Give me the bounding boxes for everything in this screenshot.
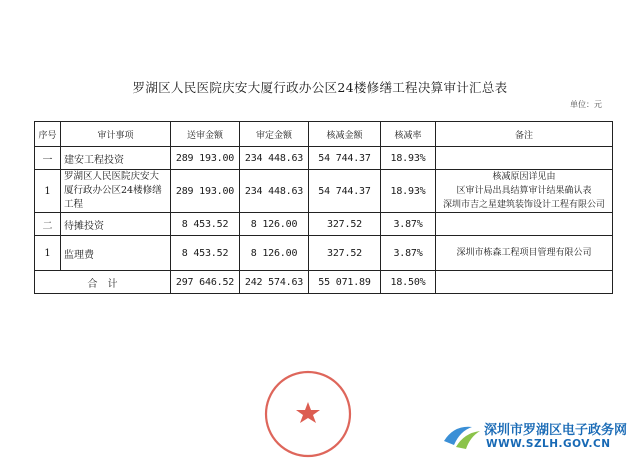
audit-summary-table: [34, 121, 613, 294]
total-label: 合 计: [35, 271, 171, 294]
header-rate: 核减率: [381, 122, 436, 147]
row-note: [436, 170, 613, 213]
row-item: 待摊投资: [61, 213, 171, 236]
official-seal: [262, 368, 354, 460]
row-no: 一: [35, 147, 61, 170]
document-title: 罗湖区人民医院庆安大厦行政办公区24楼修缮工程决算审计汇总表: [132, 80, 508, 95]
row-no: 二: [35, 213, 61, 236]
site-watermark: [440, 413, 640, 461]
header-submitted: 送审金额: [171, 122, 240, 147]
row-no: 1: [35, 170, 61, 213]
header-reduced: 核减金额: [309, 122, 381, 147]
total-note: [436, 271, 613, 294]
row-item: 监理费: [61, 236, 171, 271]
row-note: [436, 213, 613, 236]
row-rate: 3.87%: [381, 213, 436, 236]
table-row: [35, 213, 613, 236]
row-approved: 234 448.63: [240, 147, 309, 170]
total-approved: 242 574.63: [240, 271, 309, 294]
row-approved: 234 448.63: [240, 170, 309, 213]
row-rate: 18.93%: [381, 170, 436, 213]
row-reduced: 54 744.37: [309, 170, 381, 213]
total-submitted: 297 646.52: [171, 271, 240, 294]
row-note: [436, 147, 613, 170]
row-approved: 8 126.00: [240, 236, 309, 271]
note-line: 区审计局出具结算审计结果确认表: [456, 186, 592, 196]
table-header-row: [35, 122, 613, 147]
row-rate: 3.87%: [381, 236, 436, 271]
row-note: 深圳市栋森工程项目管理有限公司: [436, 236, 613, 271]
row-submitted: 289 193.00: [171, 147, 240, 170]
note-line: 核减原因详见由: [492, 172, 556, 182]
seal-star-icon: [296, 402, 320, 423]
row-rate: 18.93%: [381, 147, 436, 170]
watermark-site-url: WWW.SZLH.GOV.CN: [486, 438, 611, 450]
unit-label: 单位：元: [570, 100, 602, 109]
row-submitted: 8 453.52: [171, 213, 240, 236]
row-no: 1: [35, 236, 61, 271]
total-rate: 18.50%: [381, 271, 436, 294]
row-item: 罗湖区人民医院庆安大厦行政办公区24楼修缮工程: [61, 170, 171, 213]
total-reduced: 55 071.89: [309, 271, 381, 294]
watermark-site-name: 深圳市罗湖区电子政务网: [484, 423, 628, 438]
header-no: 序号: [35, 122, 61, 147]
row-submitted: 8 453.52: [171, 236, 240, 271]
row-submitted: 289 193.00: [171, 170, 240, 213]
table-total-row: [35, 271, 613, 294]
header-note: 备注: [436, 122, 613, 147]
table-row: [35, 147, 613, 170]
row-reduced: 54 744.37: [309, 147, 381, 170]
note-line: 深圳市吉之星建筑装饰设计工程有限公司: [442, 200, 605, 210]
row-approved: 8 126.00: [240, 213, 309, 236]
row-reduced: 327.52: [309, 236, 381, 271]
header-item: 审计事项: [61, 122, 171, 147]
table-row: [35, 170, 613, 213]
row-item: 建安工程投资: [61, 147, 171, 170]
swoosh-logo-icon: [442, 419, 482, 451]
row-reduced: 327.52: [309, 213, 381, 236]
table-row: [35, 236, 613, 271]
header-approved: 审定金额: [240, 122, 309, 147]
